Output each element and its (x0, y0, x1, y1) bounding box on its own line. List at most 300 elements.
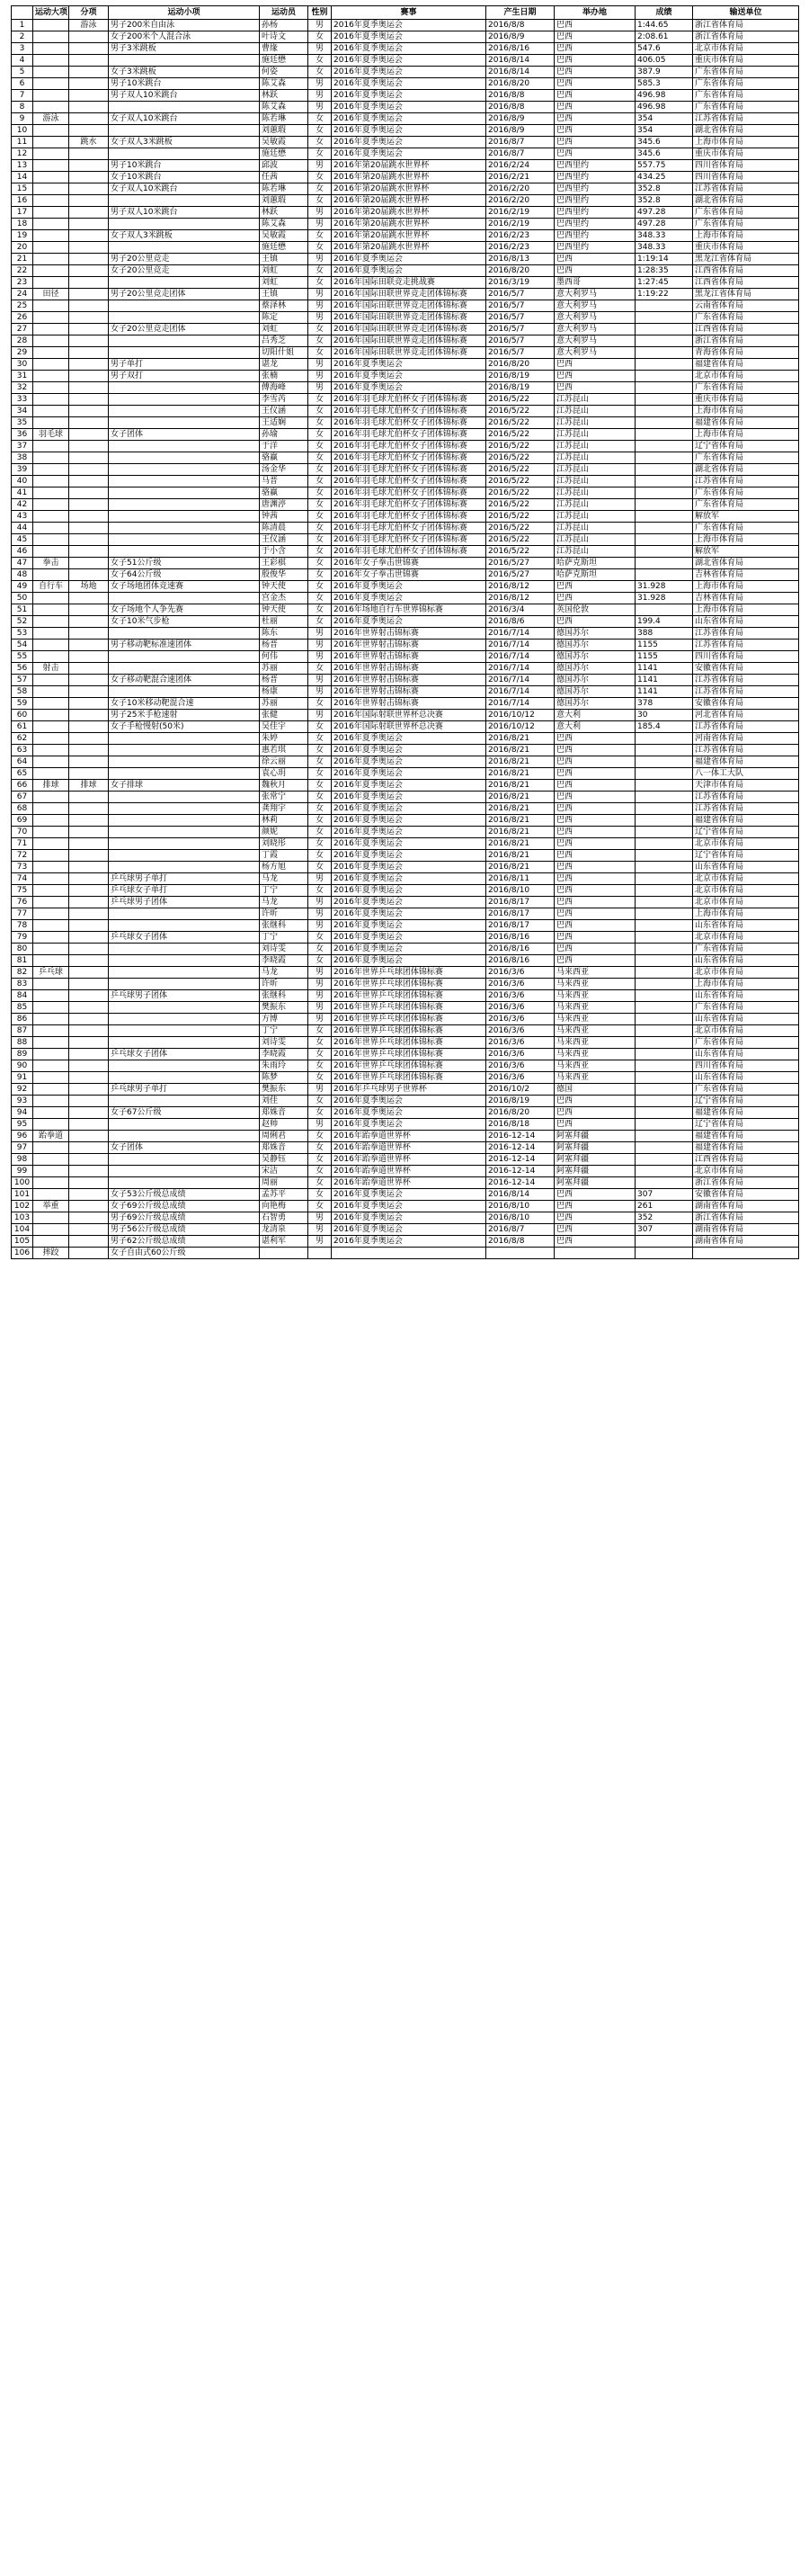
cell-date: 2016/3/6 (486, 990, 555, 1002)
cell-athlete: 张继科 (260, 990, 308, 1002)
cell-sex: 女 (308, 838, 332, 850)
cell-place: 德国苏尔 (555, 651, 636, 663)
cell-event: 乒乓球女子单打 (109, 885, 260, 897)
cell-sex: 女 (308, 1025, 332, 1037)
cell-result (636, 417, 693, 429)
cell-sub (69, 686, 109, 698)
cell-category (33, 885, 69, 897)
cell-athlete: 龚翔宇 (260, 803, 308, 815)
cell-result: 406.05 (636, 55, 693, 67)
cell-date: 2016/8/21 (486, 850, 555, 862)
cell-category (33, 569, 69, 581)
cell-result (636, 312, 693, 324)
cell-category (33, 675, 69, 686)
table-row (12, 359, 799, 371)
cell-place: 巴西 (555, 1189, 636, 1201)
cell-sub (69, 429, 109, 441)
cell-unit: 北京市体育局 (693, 897, 799, 908)
cell-result: 1:19:14 (636, 254, 693, 265)
cell-category (33, 43, 69, 55)
cell-category (33, 277, 69, 289)
table-row (12, 441, 799, 452)
table-row (12, 417, 799, 429)
cell-date: 2016/8/8 (486, 102, 555, 113)
cell-no: 51 (12, 604, 33, 616)
cell-sub (69, 277, 109, 289)
cell-no: 31 (12, 371, 33, 382)
cell-unit: 北京市体育局 (693, 838, 799, 850)
cell-sub (69, 640, 109, 651)
cell-athlete: 樊振东 (260, 1002, 308, 1014)
cell-unit: 上海市体育局 (693, 908, 799, 920)
cell-athlete: 陈若琳 (260, 113, 308, 125)
cell-no: 11 (12, 137, 33, 148)
cell-result (636, 300, 693, 312)
cell-category (33, 990, 69, 1002)
cell-category (33, 195, 69, 207)
cell-event (109, 125, 260, 137)
cell-date: 2016/3/6 (486, 1002, 555, 1014)
cell-competition: 2016年世界射击锦标赛 (332, 628, 486, 640)
cell-event: 女子200米个人混合泳 (109, 31, 260, 43)
cell-sub (69, 733, 109, 745)
cell-date: 2016/3/6 (486, 1049, 555, 1060)
cell-sex: 男 (308, 90, 332, 102)
cell-no: 52 (12, 616, 33, 628)
cell-event (109, 534, 260, 546)
cell-no: 28 (12, 335, 33, 347)
cell-sub: 排球 (69, 780, 109, 792)
cell-athlete: 于小含 (260, 546, 308, 558)
cell-date: 2016/10/2 (486, 1084, 555, 1096)
cell-category (33, 908, 69, 920)
cell-date: 2016/8/6 (486, 616, 555, 628)
cell-result (636, 990, 693, 1002)
table-row (12, 1014, 799, 1025)
cell-category: 羽毛球 (33, 429, 69, 441)
cell-sub (69, 523, 109, 534)
cell-athlete: 周丽 (260, 1177, 308, 1189)
cell-event (109, 1096, 260, 1107)
cell-place: 阿塞拜疆 (555, 1131, 636, 1142)
table-row (12, 698, 799, 710)
cell-unit: 黑龙江省体育局 (693, 289, 799, 300)
cell-date: 2016/5/22 (486, 417, 555, 429)
cell-event: 女子团体 (109, 429, 260, 441)
cell-event: 女子10米跳台 (109, 172, 260, 183)
table-row (12, 827, 799, 838)
cell-event (109, 827, 260, 838)
cell-no: 77 (12, 908, 33, 920)
cell-unit: 广东省体育局 (693, 78, 799, 90)
cell-no: 70 (12, 827, 33, 838)
table-row (12, 733, 799, 745)
cell-athlete: 马龙 (260, 873, 308, 885)
cell-no: 105 (12, 1236, 33, 1248)
table-row (12, 476, 799, 487)
cell-competition: 2016年第20届跳水世界杯 (332, 242, 486, 254)
cell-category (33, 452, 69, 464)
cell-athlete: 陈梦 (260, 1072, 308, 1084)
cell-result: 1141 (636, 663, 693, 675)
cell-athlete: 任茜 (260, 172, 308, 183)
cell-date: 2016/5/22 (486, 534, 555, 546)
cell-place: 马来西亚 (555, 990, 636, 1002)
cell-no: 29 (12, 347, 33, 359)
cell-place: 马来西亚 (555, 1060, 636, 1072)
cell-competition: 2016年国际田联世界竞走团体锦标赛 (332, 312, 486, 324)
cell-place: 阿塞拜疆 (555, 1166, 636, 1177)
cell-competition: 2016年世界乒乓球团体锦标赛 (332, 1072, 486, 1084)
cell-athlete: 郑姝音 (260, 1107, 308, 1119)
cell-sub (69, 55, 109, 67)
cell-athlete: 惠若琪 (260, 745, 308, 756)
cell-competition: 2016年夏季奥运会 (332, 780, 486, 792)
cell-result (636, 1166, 693, 1177)
cell-sub (69, 932, 109, 944)
cell-competition: 2016年夏季奥运会 (332, 1189, 486, 1201)
cell-result: 585.3 (636, 78, 693, 90)
cell-category (33, 640, 69, 651)
table-row (12, 616, 799, 628)
table-row (12, 31, 799, 43)
cell-category (33, 335, 69, 347)
table-row (12, 663, 799, 675)
cell-result: 345.6 (636, 148, 693, 160)
cell-sex: 女 (308, 523, 332, 534)
cell-unit: 广东省体育局 (693, 499, 799, 511)
cell-date: 2016/8/13 (486, 254, 555, 265)
cell-event (109, 441, 260, 452)
cell-event (109, 102, 260, 113)
cell-date: 2016-12-14 (486, 1142, 555, 1154)
cell-event: 女子10米移动靶混合速 (109, 698, 260, 710)
cell-sub (69, 1189, 109, 1201)
cell-athlete: 方博 (260, 1014, 308, 1025)
cell-athlete: 殷俊华 (260, 569, 308, 581)
cell-sex: 男 (308, 920, 332, 932)
table-row (12, 335, 799, 347)
cell-category: 乒乓球 (33, 967, 69, 979)
table-row (12, 113, 799, 125)
table-row (12, 464, 799, 476)
cell-sub (69, 558, 109, 569)
cell-competition: 2016年世界射击锦标赛 (332, 698, 486, 710)
table-row (12, 102, 799, 113)
cell-sex: 女 (308, 1107, 332, 1119)
cell-event (109, 745, 260, 756)
cell-date: 2016/2/23 (486, 242, 555, 254)
cell-sex: 女 (308, 932, 332, 944)
cell-sub (69, 827, 109, 838)
cell-place: 江苏昆山 (555, 476, 636, 487)
cell-competition: 2016年夏季奥运会 (332, 31, 486, 43)
cell-competition: 2016年夏季奥运会 (332, 815, 486, 827)
cell-result (636, 897, 693, 908)
cell-date: 2016/8/17 (486, 897, 555, 908)
cell-category (33, 838, 69, 850)
cell-date: 2016/10/12 (486, 721, 555, 733)
cell-no: 35 (12, 417, 33, 429)
cell-sex: 女 (308, 265, 332, 277)
cell-category (33, 476, 69, 487)
cell-competition: 2016年乒乓球男子世界杯 (332, 1084, 486, 1096)
cell-sex: 女 (308, 745, 332, 756)
cell-sex: 女 (308, 137, 332, 148)
cell-no: 58 (12, 686, 33, 698)
cell-athlete: 吴静钰 (260, 1154, 308, 1166)
cell-competition: 2016年女子拳击世锦赛 (332, 569, 486, 581)
cell-sub (69, 1131, 109, 1142)
cell-date: 2016/8/9 (486, 125, 555, 137)
cell-place: 江苏昆山 (555, 511, 636, 523)
cell-date: 2016/8/10 (486, 1212, 555, 1224)
cell-event: 乒乓球女子团体 (109, 932, 260, 944)
cell-athlete: 施廷懋 (260, 148, 308, 160)
cell-unit: 四川省体育局 (693, 1060, 799, 1072)
cell-unit: 广东省体育局 (693, 1002, 799, 1014)
cell-sex: 女 (308, 546, 332, 558)
cell-event (109, 628, 260, 640)
cell-unit: 广东省体育局 (693, 1037, 799, 1049)
cell-sub (69, 43, 109, 55)
cell-sub (69, 651, 109, 663)
cell-sex: 女 (308, 1166, 332, 1177)
cell-sub (69, 1084, 109, 1096)
table-row (12, 862, 799, 873)
cell-event (109, 55, 260, 67)
cell-no: 1 (12, 20, 33, 31)
cell-place: 巴西 (555, 1096, 636, 1107)
cell-competition: 2016年世界乒乓球团体锦标赛 (332, 990, 486, 1002)
cell-no: 47 (12, 558, 33, 569)
cell-no: 101 (12, 1189, 33, 1201)
cell-sex: 女 (308, 464, 332, 476)
cell-event (109, 862, 260, 873)
header-athlete: 运动员 (260, 6, 308, 20)
cell-result (636, 1014, 693, 1025)
cell-no: 55 (12, 651, 33, 663)
cell-unit: 广东省体育局 (693, 312, 799, 324)
cell-competition: 2016年跆拳道世界杯 (332, 1154, 486, 1166)
cell-sex: 女 (308, 1131, 332, 1142)
cell-event: 男子3米跳板 (109, 43, 260, 55)
cell-athlete: 张健 (260, 710, 308, 721)
cell-event (109, 920, 260, 932)
cell-result: 547.6 (636, 43, 693, 55)
header-sex: 性别 (308, 6, 332, 20)
cell-event (109, 955, 260, 967)
cell-event: 男子20公里竞走团体 (109, 289, 260, 300)
cell-athlete: 石智勇 (260, 1212, 308, 1224)
cell-athlete: 吴敏霞 (260, 137, 308, 148)
table-row (12, 429, 799, 441)
cell-result (636, 569, 693, 581)
cell-no: 63 (12, 745, 33, 756)
cell-event: 女子20公里竞走团体 (109, 324, 260, 335)
cell-category (33, 487, 69, 499)
cell-event (109, 382, 260, 394)
cell-sub (69, 1025, 109, 1037)
cell-place: 江苏昆山 (555, 546, 636, 558)
cell-athlete: 王适娴 (260, 417, 308, 429)
cell-event (109, 523, 260, 534)
cell-event: 女子10米气步枪 (109, 616, 260, 628)
cell-result (636, 815, 693, 827)
cell-event: 乒乓球男子团体 (109, 990, 260, 1002)
cell-athlete: 马龙 (260, 967, 308, 979)
cell-category (33, 1084, 69, 1096)
cell-date: 2016/8/14 (486, 55, 555, 67)
cell-competition: 2016年世界乒乓球团体锦标赛 (332, 1002, 486, 1014)
cell-sub (69, 90, 109, 102)
table-row (12, 219, 799, 230)
cell-event (109, 593, 260, 604)
cell-athlete: 丁宁 (260, 932, 308, 944)
cell-result (636, 733, 693, 745)
cell-athlete: 樊振东 (260, 1084, 308, 1096)
cell-competition (332, 1248, 486, 1259)
cell-unit: 湖南省体育局 (693, 1236, 799, 1248)
cell-sex: 女 (308, 324, 332, 335)
cell-sub (69, 604, 109, 616)
cell-competition: 2016年世界射击锦标赛 (332, 663, 486, 675)
cell-result (636, 441, 693, 452)
cell-result (636, 1096, 693, 1107)
cell-athlete: 傅海峰 (260, 382, 308, 394)
cell-place: 巴西 (555, 265, 636, 277)
cell-sub (69, 920, 109, 932)
cell-unit: 广东省体育局 (693, 102, 799, 113)
cell-date: 2016/2/19 (486, 219, 555, 230)
cell-competition: 2016年羽毛球尤伯杯女子团体锦标赛 (332, 499, 486, 511)
cell-no: 23 (12, 277, 33, 289)
cell-no: 43 (12, 511, 33, 523)
results-sheet (11, 5, 798, 1259)
cell-result (636, 885, 693, 897)
cell-event (109, 663, 260, 675)
cell-athlete: 向艳梅 (260, 1201, 308, 1212)
cell-athlete: 吴敏霞 (260, 230, 308, 242)
cell-date: 2016/2/23 (486, 230, 555, 242)
cell-date: 2016/8/14 (486, 1189, 555, 1201)
table-row (12, 920, 799, 932)
cell-result (636, 335, 693, 347)
cell-category (33, 254, 69, 265)
cell-athlete: 刘虹 (260, 324, 308, 335)
cell-result: 1:28:35 (636, 265, 693, 277)
cell-no: 80 (12, 944, 33, 955)
cell-result (636, 1049, 693, 1060)
cell-no: 66 (12, 780, 33, 792)
cell-event: 女子场地个人争先赛 (109, 604, 260, 616)
cell-unit: 山东省体育局 (693, 1072, 799, 1084)
cell-place: 巴西 (555, 148, 636, 160)
cell-place: 马来西亚 (555, 1002, 636, 1014)
cell-athlete: 切阳什姐 (260, 347, 308, 359)
cell-result: 354 (636, 125, 693, 137)
cell-place: 意大利罗马 (555, 300, 636, 312)
table-row (12, 628, 799, 640)
table-row (12, 511, 799, 523)
cell-date: 2016/7/14 (486, 640, 555, 651)
cell-place: 巴西 (555, 1119, 636, 1131)
cell-place: 巴西 (555, 745, 636, 756)
cell-event (109, 908, 260, 920)
cell-category (33, 382, 69, 394)
table-row (12, 1177, 799, 1189)
cell-result (636, 944, 693, 955)
cell-sub: 场地 (69, 581, 109, 593)
cell-unit: 福建省体育局 (693, 1107, 799, 1119)
cell-sub (69, 979, 109, 990)
cell-category (33, 172, 69, 183)
cell-athlete: 徐云丽 (260, 756, 308, 768)
cell-category (33, 932, 69, 944)
cell-sub (69, 1236, 109, 1248)
table-row (12, 394, 799, 406)
cell-athlete: 杨晋 (260, 675, 308, 686)
cell-date: 2016/8/20 (486, 1107, 555, 1119)
cell-place: 德国苏尔 (555, 698, 636, 710)
cell-unit: 北京市体育局 (693, 371, 799, 382)
cell-result (636, 979, 693, 990)
cell-sex: 女 (308, 148, 332, 160)
cell-unit: 江苏省体育局 (693, 640, 799, 651)
cell-place: 马来西亚 (555, 1072, 636, 1084)
cell-place: 意大利罗马 (555, 289, 636, 300)
cell-place: 巴西 (555, 90, 636, 102)
cell-category (33, 792, 69, 803)
cell-place: 巴西 (555, 885, 636, 897)
cell-unit: 湖北省体育局 (693, 195, 799, 207)
cell-sex: 男 (308, 873, 332, 885)
cell-competition: 2016年第20届跳水世界杯 (332, 195, 486, 207)
cell-result: 185.4 (636, 721, 693, 733)
cell-event: 女子手枪慢射(50米) (109, 721, 260, 733)
cell-sub (69, 1060, 109, 1072)
cell-date: 2016/8/12 (486, 593, 555, 604)
cell-date: 2016/8/7 (486, 148, 555, 160)
cell-no: 82 (12, 967, 33, 979)
cell-category (33, 733, 69, 745)
cell-place: 德国苏尔 (555, 628, 636, 640)
cell-category (33, 148, 69, 160)
table-row (12, 581, 799, 593)
cell-no: 89 (12, 1049, 33, 1060)
cell-unit: 四川省体育局 (693, 160, 799, 172)
cell-no: 106 (12, 1248, 33, 1259)
cell-competition: 2016年夏季奥运会 (332, 148, 486, 160)
cell-date: 2016/8/20 (486, 78, 555, 90)
cell-event: 乒乓球男子单打 (109, 1084, 260, 1096)
cell-competition: 2016年夏季奥运会 (332, 850, 486, 862)
cell-unit: 广东省体育局 (693, 67, 799, 78)
cell-result: 496.98 (636, 102, 693, 113)
cell-place: 巴西里约 (555, 172, 636, 183)
cell-event (109, 487, 260, 499)
cell-sub (69, 476, 109, 487)
cell-date: 2016/8/12 (486, 581, 555, 593)
cell-category (33, 417, 69, 429)
cell-competition: 2016年国际田联世界竞走团体锦标赛 (332, 347, 486, 359)
cell-date: 2016/3/6 (486, 1025, 555, 1037)
cell-result: 354 (636, 113, 693, 125)
table-row (12, 523, 799, 534)
cell-sub (69, 1096, 109, 1107)
cell-event: 女子69公斤级总成绩 (109, 1201, 260, 1212)
cell-event: 男子10米跳台 (109, 160, 260, 172)
